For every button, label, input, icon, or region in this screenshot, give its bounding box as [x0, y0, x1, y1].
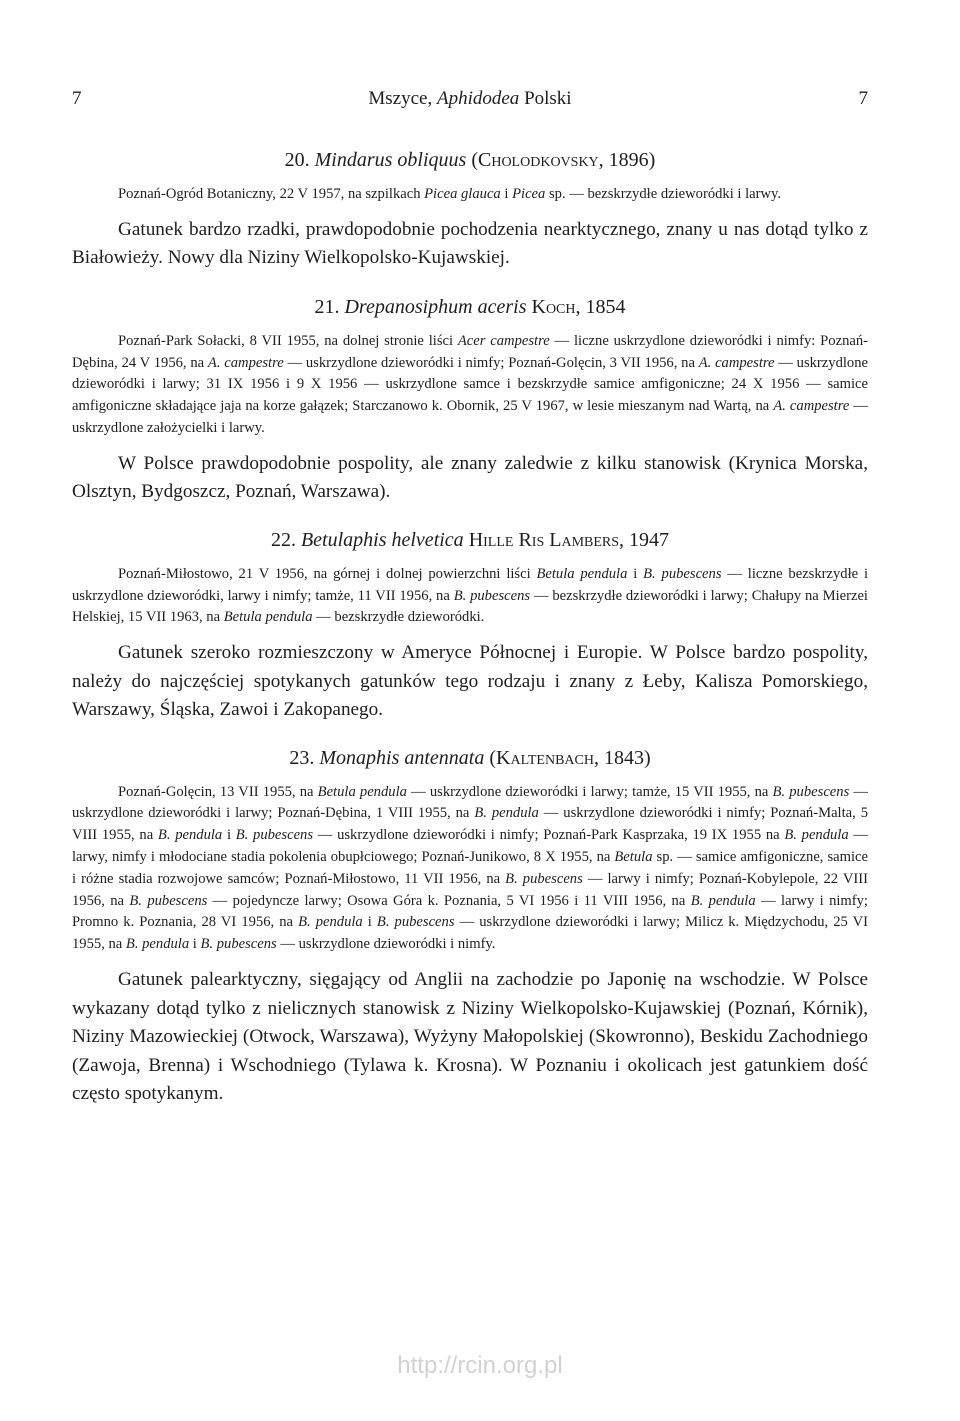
taxon-name: B. pubescens	[772, 783, 850, 800]
taxon-name: B. pendula	[474, 805, 539, 822]
page-number-right: 7	[858, 88, 868, 109]
running-title-pre: Mszyce,	[368, 88, 437, 109]
species-heading-20	[72, 147, 868, 173]
running-title-post: Polski	[519, 88, 572, 109]
species-author: Kaltenbach	[496, 746, 594, 769]
species-heading-23	[72, 745, 868, 771]
author-post: , 1854	[575, 295, 626, 318]
running-head	[72, 88, 868, 120]
species-author: Hille Ris Lambers	[468, 528, 620, 551]
species-name: Monaphis antennata	[319, 746, 485, 769]
text-run: — bezskrzydłe dzieworódki i larwy; Chałupy na Mierzei Helskiej, 15 VII 1963, na	[72, 587, 868, 626]
text-run: — uskrzydlone dzieworódki i larwy; 31 IX 1956 i 9 X 1956 — uskrzydlone samce i bezskrzydłe samice amfigoniczne; 24 X 1956 — samice amfigoniczne składające jaja na korze gałązek; Starczanowo k. Obornik, 25 V 1967, w lesie mieszanym nad Wartą, na	[72, 354, 868, 415]
species-name: Betulaphis helvetica	[300, 528, 464, 551]
species-author: Koch	[531, 295, 576, 318]
text-run: Gatunek palearktyczny, sięgający od Anglii na zachodzie po Japonię na wschodzie. W Polsce wykazany dotąd tylko z nielicznych stanowisk z Niziny Wielkopolsko-Kujawskiej (Poznań, Kórnik), Niziny Mazowieckiej (Otwock, Warszawa), Wyżyny Małopolskiej (Skowronno), Beskidu Zachodniego (Zawoja, Brenna) i Wschodniego (Tylawa k. Krosna). W Poznaniu i okolicach jest gatunkiem dość często spotykanym.	[72, 969, 868, 1105]
text-run: — liczne bezskrzydłe i uskrzydlone dzieworódki, larwy i nimfy; tamże, 11 VII 1956, na	[72, 565, 868, 604]
page-number-left: 7	[72, 88, 82, 109]
species-heading-21	[72, 294, 868, 320]
taxon-name: Betula pendula	[536, 565, 628, 582]
text-run: — pojedyncze larwy; Osowa Góra k. Poznania, 5 VI 1956 i 11 VIII 1956, na	[207, 892, 691, 909]
text-run: W Polsce prawdopodobnie pospolity, ale znany zaledwie z kilku stanowisk (Krynica Morska, Olsztyn, Bydgoszcz, Poznań, Warszawa).	[72, 452, 868, 503]
taxon-name: B. pendula	[690, 892, 756, 909]
text-run: i	[222, 827, 236, 844]
author-post: , 1896)	[598, 149, 656, 171]
taxon-name: A. campestre	[207, 354, 284, 371]
text-run: Poznań-Miłostowo, 21 V 1956, na górnej i dolnej powierzchni liści	[118, 565, 537, 582]
taxon-name: Picea	[512, 186, 546, 202]
species-author: Cholodkovsky	[478, 149, 599, 171]
text-run: — uskrzydlone dzieworódki i nimfy; Poznań-Malta, 5 VIII 1955, na	[72, 805, 869, 844]
taxon-name: A. campestre	[698, 354, 775, 371]
taxon-name: B. pendula	[298, 914, 363, 931]
taxon-name: B. pubescens	[129, 892, 208, 909]
comment-23	[72, 966, 868, 1109]
text-run: — uskrzydlone dzieworódki i larwy; Poznań-Dębina, 1 VIII 1955, na	[72, 783, 868, 822]
records-23	[72, 782, 868, 956]
author-pre: (	[489, 746, 497, 769]
taxon-name: Betula	[614, 849, 653, 866]
text-run: — uskrzydlone dzieworódki i larwy; tamże, 15 VII 1955, na	[406, 783, 773, 800]
taxon-name: B. pubescens	[235, 827, 314, 844]
taxon-name: Picea glauca	[424, 186, 501, 202]
taxon-name: Acer campestre	[457, 332, 550, 349]
text-run: i	[627, 565, 644, 582]
taxon-name: Betula pendula	[223, 609, 313, 626]
taxon-name: B. pubescens	[453, 587, 531, 604]
taxon-name: B. pendula	[125, 936, 190, 953]
text-run: — liczne uskrzydlone dzieworódki i nimfy: Poznań-Dębina, 24 V 1956, na	[72, 332, 869, 371]
text-run: — uskrzydlone dzieworódki i nimfy.	[276, 936, 496, 953]
records-21	[72, 331, 868, 440]
text-run: i	[500, 186, 513, 202]
taxon-name: B. pubescens	[376, 914, 455, 931]
species-name: Drepanosiphum aceris	[344, 295, 527, 318]
footer-watermark: http://rcin.org.pl	[397, 1352, 563, 1379]
records-22	[72, 564, 868, 629]
species-number: 23.	[289, 746, 315, 769]
text-run: — larwy i nimfy; Poznań-Kobylepole, 22 VIII 1956, na	[72, 870, 868, 909]
text-run: — uskrzydlone dzieworódki i nimfy; Poznań-Park Kasprzaka, 19 IX 1955 na	[313, 827, 785, 844]
taxon-name: A. campestre	[773, 398, 850, 415]
text-run: i	[362, 914, 377, 931]
text-run: sp. — bezskrzydłe dzieworódki i larwy.	[545, 186, 782, 202]
records-20	[72, 184, 868, 206]
taxon-name: B. pubescens	[643, 565, 722, 582]
species-heading-22	[72, 527, 868, 553]
text-run: sp. — samice amfigoniczne, samice i różne stadia rozwojowe samców; Poznań-Miłostowo, 11 VII 1956, na	[72, 849, 869, 887]
text-run: Gatunek bardzo rzadki, prawdopodobnie pochodzenia nearktycznego, znany u nas dotąd tylko z Białowieży. Nowy dla Niziny Wielkopolsko-Kujawskiej.	[72, 218, 868, 269]
text-run: — bezskrzydłe dzieworódki.	[312, 609, 485, 626]
page	[72, 88, 868, 1109]
comment-21	[72, 450, 868, 507]
author-post: , 1947	[619, 528, 670, 551]
text-run: Poznań-Park Sołacki, 8 VII 1955, na dolnej stronie liści	[118, 332, 458, 349]
species-number: 21.	[314, 295, 340, 318]
text-run: Gatunek szeroko rozmieszczony w Ameryce Północnej i Europie. W Polsce bardzo pospolity, należy do najczęściej spotykanych gatunków tego rodzaju i znany z Łeby, Kalisza Pomorskiego, Warszawy, Śląska, Zawoi i Zakopanego.	[72, 642, 868, 721]
author-pre: (	[471, 149, 478, 171]
species-number: 20.	[284, 149, 310, 171]
species-name: Mindarus obliquus	[314, 149, 467, 171]
text-run: — larwy, nimfy i młodociane stadia pokolenia obupłciowego; Poznań-Junikowo, 8 X 1955, na	[72, 827, 868, 866]
text-run: Poznań-Ogród Botaniczny, 22 V 1957, na szpilkach	[118, 186, 425, 202]
running-title-italic: Aphidodea	[436, 88, 520, 109]
text-run: i	[189, 936, 201, 953]
species-number: 22.	[270, 528, 296, 551]
taxon-name: B. pubescens	[505, 870, 583, 887]
text-run: — larwy i nimfy; Promno k. Poznania, 28 VI 1956, na	[72, 892, 868, 931]
text-run: — uskrzydlone dzieworódki i larwy; Milicz k. Międzychodu, 25 VI 1955, na	[72, 914, 868, 953]
text-run: — uskrzydlone założycielki i larwy.	[72, 398, 868, 436]
comment-20	[72, 216, 868, 273]
author-post: , 1843)	[593, 746, 651, 769]
text-run: — uskrzydlone dzieworódki i nimfy; Poznań-Golęcin, 3 VII 1956, na	[283, 354, 699, 371]
taxon-name: B. pendula	[784, 827, 849, 844]
taxon-name: B. pubescens	[200, 936, 277, 953]
text-run: Poznań-Golęcin, 13 VII 1955, na	[118, 783, 318, 800]
taxon-name: Betula pendula	[317, 783, 407, 800]
comment-22	[72, 639, 868, 725]
running-title	[82, 88, 859, 110]
taxon-name: B. pendula	[157, 827, 223, 844]
